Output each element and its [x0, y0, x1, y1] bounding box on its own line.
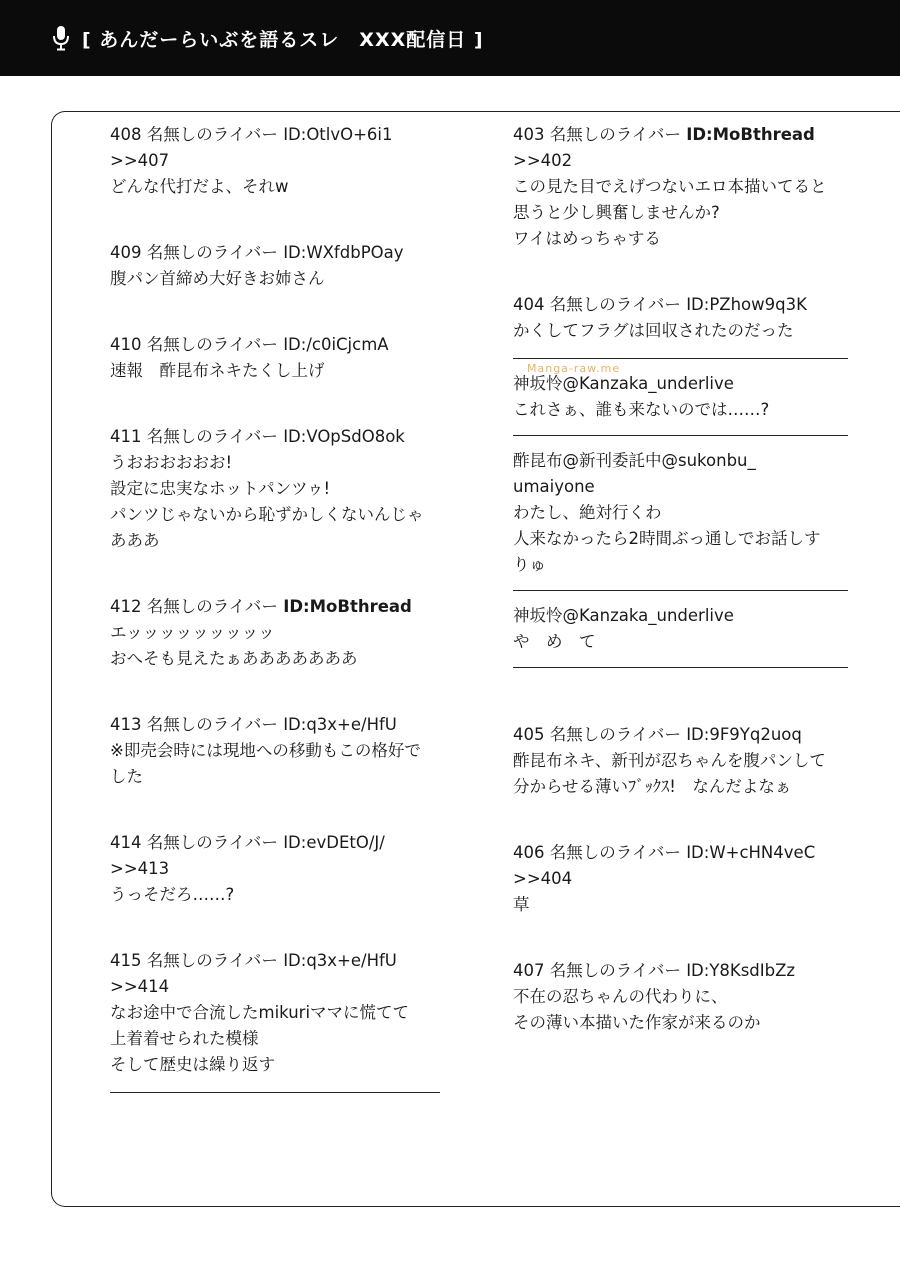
post-body-line: >>402	[513, 151, 573, 170]
post-number: 412	[110, 597, 142, 616]
page-title: [ あんだーらいぶを語るスレ XXX配信日 ]	[82, 28, 484, 51]
poster-name: 名無しのライバー	[146, 951, 278, 970]
post-body-line: 不在の忍ちゃんの代わりに、	[513, 987, 728, 1006]
social-body-line: これさぁ、誰も来ないのでは……?	[513, 400, 770, 419]
poster-name: 名無しのライバー	[146, 125, 278, 144]
post-header	[513, 122, 848, 148]
poster-name: 名無しのライバー	[146, 243, 278, 262]
poster-id: ID:/c0iCjcmA	[283, 335, 389, 354]
poster-id: ID:PZhow9q3K	[686, 295, 807, 314]
poster-name: 名無しのライバー	[549, 725, 681, 744]
thread-post	[513, 122, 848, 252]
post-header	[110, 830, 450, 856]
social-post	[513, 603, 848, 655]
post-number: 415	[110, 951, 142, 970]
post-number: 411	[110, 427, 142, 446]
poster-id: ID:MoBthread	[686, 125, 815, 144]
thread-post	[513, 722, 848, 800]
social-post	[513, 448, 848, 578]
post-header	[110, 332, 450, 358]
post-header	[513, 840, 848, 866]
post-body-line: ※即売会時には現地への移動もこの格好で	[110, 741, 421, 760]
thread-post	[110, 712, 450, 790]
post-body-line: 設定に忠実なホットパンツゥ!	[110, 479, 331, 498]
post-number: 414	[110, 833, 142, 852]
thread-post	[110, 240, 450, 292]
poster-name: 名無しのライバー	[146, 427, 278, 446]
post-body-line: 腹パン首締め大好きお姉さん	[110, 269, 325, 288]
social-handle: 神坂怜@Kanzaka_underlive	[513, 606, 734, 625]
post-number: 404	[513, 295, 545, 314]
post-header	[110, 948, 450, 974]
post-body-line: 酢昆布ネキ、新刊が忍ちゃんを腹パンして	[513, 751, 826, 770]
poster-id: ID:VOpSdO8ok	[283, 427, 405, 446]
thread-post	[110, 332, 450, 384]
poster-name: 名無しのライバー	[146, 833, 278, 852]
post-header	[110, 240, 450, 266]
thread-post	[110, 424, 450, 554]
post-body-line: 上着着せられた模様	[110, 1029, 259, 1048]
post-number: 403	[513, 125, 545, 144]
social-body-line: わたし、絶対行くわ	[513, 503, 662, 522]
post-number: 408	[110, 125, 142, 144]
post-header	[110, 712, 450, 738]
post-body-line: かくしてフラグは回収されたのだった	[513, 321, 794, 340]
poster-id: ID:q3x+e/HfU	[283, 715, 397, 734]
post-body-line: おへそも見えたぁあああああああ	[110, 649, 358, 668]
poster-id: ID:MoBthread	[283, 597, 412, 616]
post-number: 409	[110, 243, 142, 262]
right-column	[513, 122, 848, 1036]
post-body-line: うおおおおおお!	[110, 453, 233, 472]
post-body-line: 思うと少し興奮しませんか?	[513, 203, 720, 222]
poster-name: 名無しのライバー	[549, 295, 681, 314]
post-header	[110, 122, 450, 148]
post-body-line: あああ	[110, 531, 160, 550]
post-body-line: パンツじゃないから恥ずかしくないんじゃ	[110, 505, 424, 524]
poster-name: 名無しのライバー	[146, 597, 278, 616]
post-body-line: した	[110, 767, 143, 786]
poster-id: ID:Y8KsdIbZz	[686, 961, 796, 980]
divider-line	[110, 1092, 440, 1093]
poster-id: ID:OtlvO+6i1	[283, 125, 393, 144]
post-body-line: エッッッッッッッッッ	[110, 623, 275, 642]
post-body-line: なお途中で合流したmikuriママに慌てて	[110, 1003, 410, 1022]
post-number: 406	[513, 843, 545, 862]
poster-name: 名無しのライバー	[549, 843, 681, 862]
post-body-line: そして歴史は繰り返す	[110, 1055, 275, 1074]
social-body-line: umaiyone	[513, 477, 595, 496]
post-header	[110, 594, 450, 620]
post-header	[513, 292, 848, 318]
left-column	[110, 122, 450, 1093]
poster-name: 名無しのライバー	[549, 125, 681, 144]
post-body-line: この見た目でえげつないエロ本描いてると	[513, 177, 827, 196]
post-header	[513, 958, 848, 984]
post-body-line: 速報 酢昆布ネキたくし上げ	[110, 361, 325, 380]
poster-name: 名無しのライバー	[549, 961, 681, 980]
thread-post	[513, 840, 848, 918]
poster-id: ID:W+cHN4veC	[686, 843, 816, 862]
post-number: 407	[513, 961, 545, 980]
social-post	[513, 371, 848, 423]
poster-name: 名無しのライバー	[146, 335, 278, 354]
post-body-line: >>413	[110, 859, 170, 878]
post-number: 413	[110, 715, 142, 734]
thread-post	[110, 122, 450, 200]
post-number: 405	[513, 725, 545, 744]
post-body-line: その薄い本描いた作家が来るのか	[513, 1013, 761, 1032]
post-body-line: 草	[513, 895, 530, 914]
poster-id: ID:WXfdbPOay	[283, 243, 404, 262]
thread-post	[110, 594, 450, 672]
post-body-line: >>414	[110, 977, 170, 996]
post-header	[110, 424, 450, 450]
watermark-text: Manga-raw.me	[527, 362, 621, 375]
page-header	[0, 0, 900, 76]
social-body-line: や め て	[513, 632, 596, 651]
post-body-line: ワイはめっちゃする	[513, 229, 661, 248]
thread-post	[110, 948, 450, 1078]
post-number: 410	[110, 335, 142, 354]
poster-id: ID:9F9Yq2uoq	[686, 725, 802, 744]
post-body-line: >>407	[110, 151, 170, 170]
thread-post	[513, 958, 848, 1036]
poster-id: ID:q3x+e/HfU	[283, 951, 397, 970]
social-body-line: 人来なかったら2時間ぶっ通しでお話しす	[513, 529, 821, 548]
social-handle: 神坂怜@Kanzaka_underlive	[513, 374, 734, 393]
social-handle: 酢昆布@新刊委託中@sukonbu_	[513, 451, 756, 470]
post-body-line: どんな代打だよ、それw	[110, 177, 289, 196]
post-body-line: うっそだろ……?	[110, 885, 235, 904]
social-body-line: りゅ	[513, 555, 546, 574]
thread-post	[513, 292, 848, 344]
post-header	[513, 722, 848, 748]
post-body-line: 分からせる薄いﾌﾞｯｸｽ! なんだよなぁ	[513, 777, 792, 796]
poster-name: 名無しのライバー	[146, 715, 278, 734]
thread-post	[110, 830, 450, 908]
poster-id: ID:evDEtO/J/	[283, 833, 385, 852]
microphone-icon	[52, 25, 70, 51]
post-body-line: >>404	[513, 869, 573, 888]
